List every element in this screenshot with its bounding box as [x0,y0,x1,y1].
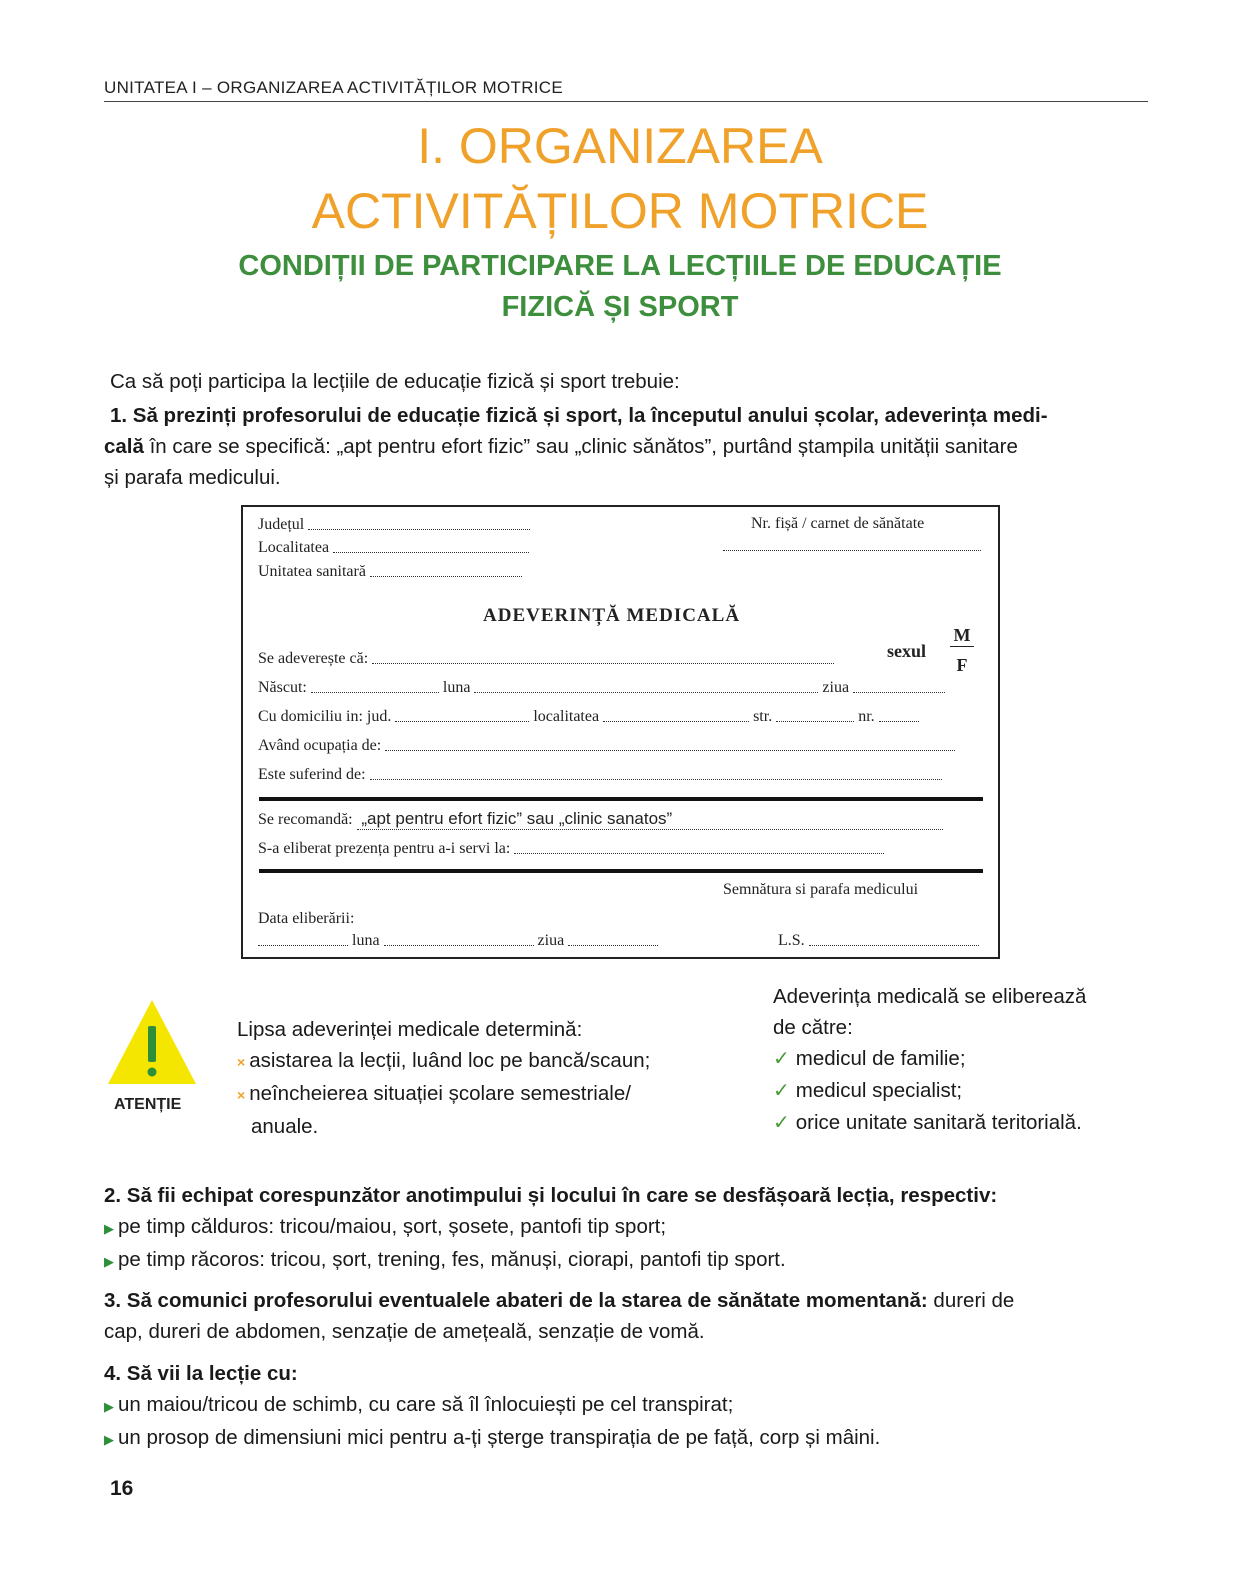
cert-unitatea: Unitatea sanitară [258,563,366,580]
checkmark-icon: ✓ [773,1080,790,1102]
page-number: 16 [110,1477,134,1500]
x-mark-icon: × [237,1087,246,1103]
intro-text: Ca să poți participa la lecțiile de educație fizică și sport trebuie: [110,370,680,393]
issuer-item: medicul de familie; [795,1047,966,1070]
cert-domiciliu: Cu domiciliu in: jud. [258,708,392,725]
item1-bold-line1: 1. Să prezinți profesorului de educație fizică și sport, la începutul anului școlar, adeverința medi- [110,404,1048,427]
item1-paragraph [104,400,1154,493]
bullet-arrow-icon: ▶ [104,1399,114,1414]
checkmark-icon: ✓ [773,1112,790,1134]
warning-item-cont: anuale. [251,1115,319,1138]
item1-bold-word: cală [104,435,144,458]
item1-line3: și parafa medicului. [104,466,281,489]
cert-nascut: Născut: [258,679,307,696]
cert-judetul: Județul [258,516,305,533]
warning-item: neîncheierea situației școlare semestriale/ [249,1082,631,1105]
item3-section [104,1285,1154,1347]
cert-recomanda-value: „apt pentru efort fizic” sau „clinic sanatos” [361,809,673,828]
cert-sex-f: F [956,655,968,675]
cert-ziua: ziua [822,679,850,696]
issuer-item: orice unitate sanitară teritorială. [795,1111,1082,1134]
bullet-arrow-icon: ▶ [104,1221,114,1236]
cert-luna: luna [442,679,471,696]
section-subtitle-line1: CONDIȚII DE PARTICIPARE LA LECȚIILE DE EDUCAȚIE [238,250,1002,282]
cert-ls: L.S. [778,932,805,949]
issuers-intro1: Adeverința medicală se eliberează [773,985,1087,1008]
cert-sexul: sexul [887,641,927,661]
cert-ocupatia: Având ocupația de: [258,737,382,754]
checkmark-icon: ✓ [773,1048,790,1070]
issuer-item: medicul specialist; [795,1079,963,1102]
bullet-arrow-icon: ▶ [104,1254,114,1269]
running-header: UNITATEA I – ORGANIZAREA ACTIVITĂȚILOR MOTRICE [104,78,1148,102]
item3-bold: 3. Să comunici profesorului eventualele abateri de la starea de sănătate momentană: [104,1289,928,1312]
cert-divider-bottom [259,869,983,873]
item1-line2: în care se specifică: „apt pentru efort fizic” sau „clinic sănătos”, purtând ștampila unității sanitare [143,435,1018,458]
cert-recomanda: Se recomandă: [258,811,353,828]
cert-str: str. [753,708,773,725]
item4-bullet: un maiou/tricou de schimb, cu care să îl înlocuiești pe cel transpirat; [118,1393,734,1416]
cert-nr-fisa: Nr. fișă / carnet de sănătate [751,515,925,532]
warning-icon [106,998,198,1086]
item4-heading: 4. Să vii la lecție cu: [104,1362,298,1385]
warning-item: asistarea la lecții, luând loc pe bancă/scaun; [249,1049,651,1072]
cert-sex-m: M [950,625,974,647]
cert-title: ADEVERINȚĂ MEDICALĂ [483,605,741,626]
cert-nr: nr. [858,708,875,725]
item2-heading: 2. Să fii echipat corespunzător anotimpului și locului în care se desfășoară lecția, respectiv: [104,1184,998,1207]
cert-suferind: Este suferind de: [258,766,366,783]
bullet-arrow-icon: ▶ [104,1432,114,1447]
cert-eliberat: S-a eliberat prezența pentru a-i servi la: [258,840,511,857]
x-mark-icon: × [237,1054,246,1070]
item3-line2: cap, dureri de abdomen, senzație de amețeală, senzație de vomă. [104,1320,705,1343]
item2-bullet: pe timp răcoros: tricou, șort, trening, fes, mănuși, ciorapi, pantofi tip sport. [118,1248,786,1271]
item4-bullet: un prosop de dimensiuni mici pentru a-ți șterge transpirația de pe față, corp și mâini. [118,1426,881,1449]
item2-section [104,1180,1154,1277]
issuers-list [773,981,1086,1139]
item4-section [104,1358,1154,1455]
item3-rest: dureri de [927,1289,1015,1312]
cert-localitatea: Localitatea [258,539,330,556]
cert-semnatura: Semnătura si parafa medicului [723,881,919,898]
cert-luna2: luna [352,932,380,949]
cert-localitatea2: localitatea [533,708,600,725]
cert-data: Data eliberării: [258,910,355,927]
cert-se-adevereste: Se adeverește că: [258,650,369,667]
cert-ziua2: ziua [537,932,565,949]
medical-certificate [241,505,1000,959]
item2-bullet: pe timp călduros: tricou/maiou, șort, șosete, pantofi tip sport; [118,1215,667,1238]
warning-label: ATENȚIE [114,1096,182,1113]
warning-intro: Lipsa adeverinței medicale determină: [237,1018,583,1041]
cert-divider-top [259,797,983,801]
section-subtitle-line2: FIZICĂ ȘI SPORT [501,291,739,323]
warning-list [237,1014,650,1142]
issuers-intro2: de către: [773,1016,853,1039]
chapter-title-line2: ACTIVITĂȚILOR MOTRICE [311,183,929,239]
chapter-title-line1: I. ORGANIZAREA [417,118,823,174]
